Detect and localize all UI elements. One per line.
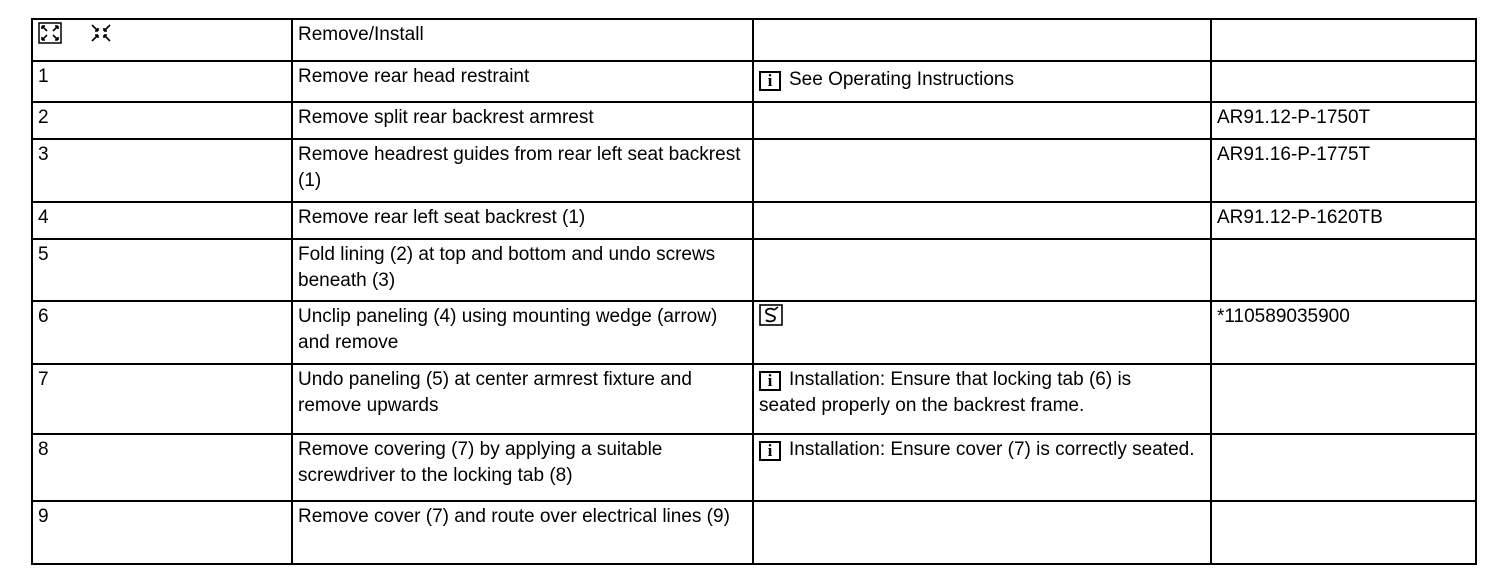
- table-row: [32, 61, 1476, 102]
- step-reference[interactable]: [1211, 364, 1476, 434]
- step-number: 7: [32, 364, 292, 434]
- table-row: [32, 301, 1476, 364]
- info-icon: i: [759, 441, 781, 461]
- table-row: [32, 364, 1476, 434]
- step-text: Remove covering (7) by applying a suitable screwdriver to the locking tab (8): [292, 434, 753, 501]
- info-icon: i: [759, 371, 781, 391]
- view-controls-cell: [32, 19, 292, 61]
- step-text: Fold lining (2) at top and bottom and undo screws beneath (3): [292, 239, 753, 301]
- header-row: [32, 19, 1476, 61]
- step-number: 8: [32, 434, 292, 501]
- table-row: [32, 434, 1476, 501]
- table-row: [32, 501, 1476, 564]
- section-title: Remove/Install: [292, 19, 753, 61]
- table-row: [32, 239, 1476, 301]
- step-note: [753, 434, 1211, 501]
- table-row: [32, 102, 1476, 139]
- step-text: Remove headrest guides from rear left seat backrest (1): [292, 139, 753, 202]
- procedure-table: [31, 18, 1477, 565]
- note-text: Installation: Ensure cover (7) is correctly seated.: [789, 439, 1195, 460]
- step-number: 6: [32, 301, 292, 364]
- step-reference[interactable]: [1211, 239, 1476, 301]
- step-text: Remove split rear backrest armrest: [292, 102, 753, 139]
- step-note: [753, 139, 1211, 202]
- step-reference[interactable]: AR91.12-P-1620TB: [1211, 202, 1476, 239]
- step-note: [753, 501, 1211, 564]
- step-reference[interactable]: [1211, 501, 1476, 564]
- step-number: 3: [32, 139, 292, 202]
- step-number: 2: [32, 102, 292, 139]
- expand-all-icon[interactable]: [38, 22, 62, 44]
- step-note: [753, 301, 1211, 364]
- step-reference[interactable]: [1211, 434, 1476, 501]
- step-reference[interactable]: *110589035900: [1211, 301, 1476, 364]
- step-reference[interactable]: [1211, 61, 1476, 102]
- step-text: Undo paneling (5) at center armrest fixture and remove upwards: [292, 364, 753, 434]
- info-icon: i: [759, 71, 781, 91]
- step-text: Remove rear left seat backrest (1): [292, 202, 753, 239]
- step-text: Remove cover (7) and route over electrical lines (9): [292, 501, 753, 564]
- step-number: 9: [32, 501, 292, 564]
- step-note: [753, 239, 1211, 301]
- note-text: See Operating Instructions: [789, 69, 1014, 90]
- collapse-all-icon[interactable]: [89, 22, 113, 44]
- step-note: [753, 61, 1211, 102]
- step-text: Unclip paneling (4) using mounting wedge (arrow) and remove: [292, 301, 753, 364]
- note-text: Installation: Ensure that locking tab (6) is seated properly on the backrest frame.: [759, 369, 1137, 416]
- step-note: [753, 202, 1211, 239]
- step-note: [753, 364, 1211, 434]
- step-reference[interactable]: AR91.12-P-1750T: [1211, 102, 1476, 139]
- step-number: 4: [32, 202, 292, 239]
- table-row: [32, 139, 1476, 202]
- special-tool-icon: [759, 304, 783, 326]
- step-note: [753, 102, 1211, 139]
- step-text: Remove rear head restraint: [292, 61, 753, 102]
- step-number: 5: [32, 239, 292, 301]
- step-number: 1: [32, 61, 292, 102]
- table-row: [32, 202, 1476, 239]
- step-reference[interactable]: AR91.16-P-1775T: [1211, 139, 1476, 202]
